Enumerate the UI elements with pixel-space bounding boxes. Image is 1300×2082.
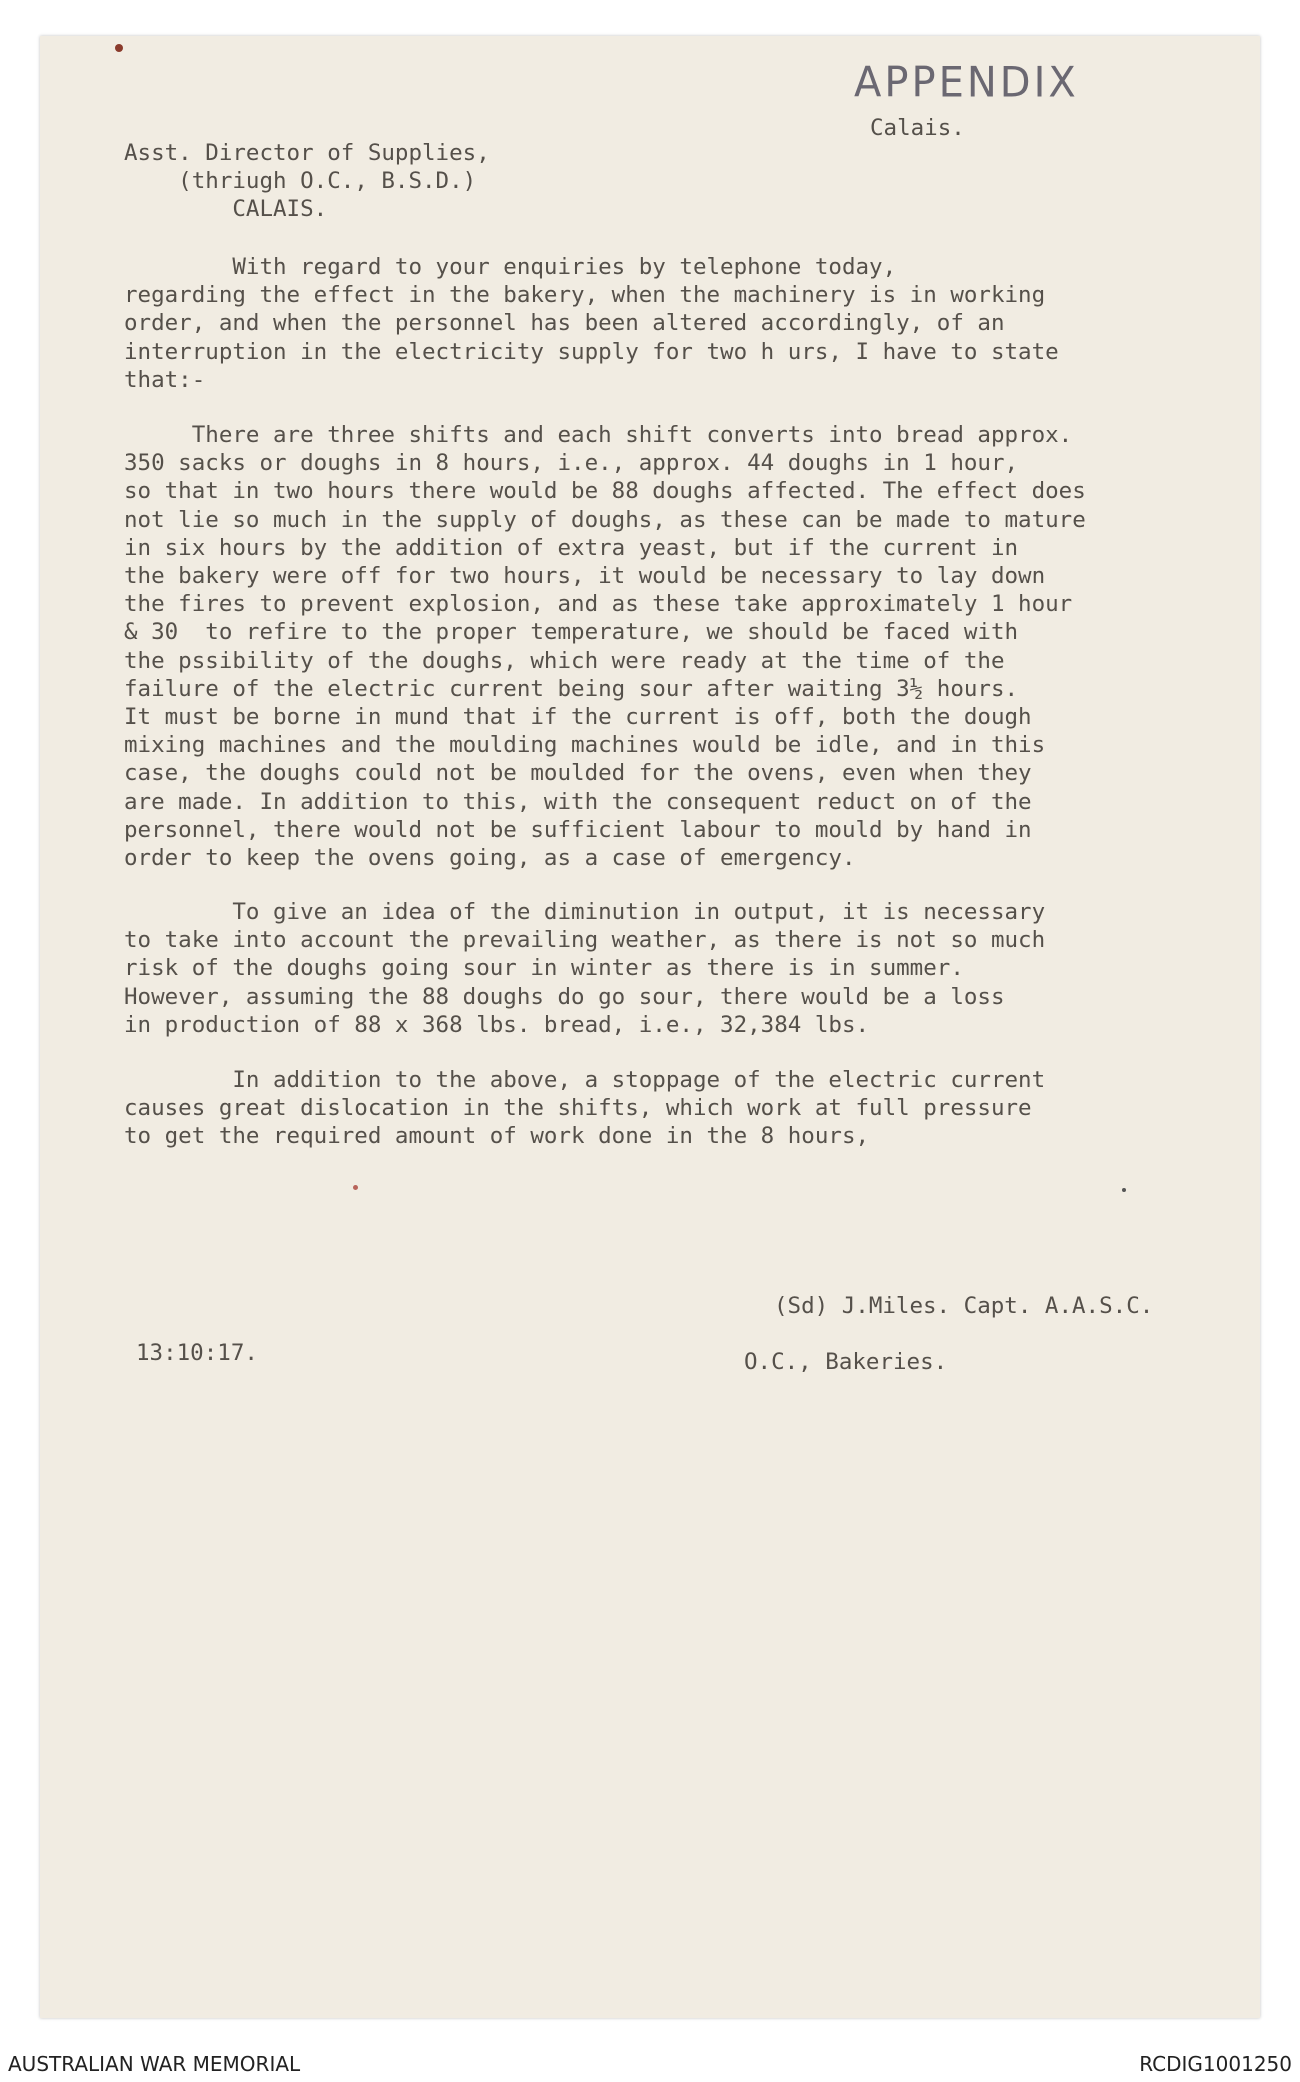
signature-line: (Sd) J.Miles. Capt. A.A.S.C. <box>774 1293 1154 1319</box>
appendix-stamp: APPENDIX <box>854 58 1079 108</box>
body-paragraph: To give an idea of the diminution in output, it is necessary to take into account the prevailing weather, as there is not so much risk of the doughs going sour in winter as there is in summer. However, assuming the 88 doughs do go sour, there would be a loss in production of 88 x 368 lbs. bread, i.e., 32,384 lbs. <box>124 899 1046 1038</box>
ink-spot <box>1122 1188 1126 1192</box>
signatory-title: O.C., Bakeries. <box>744 1349 948 1375</box>
body-paragraph: In addition to the above, a stoppage of the electric current causes great dislocation in the shifts, which work at full pressure to get the required amount of work done in the 8 hours, <box>124 1067 1046 1150</box>
footer-catalog-id: RCDIG1001250 <box>1139 2052 1292 2076</box>
ink-spot <box>115 44 123 52</box>
addressee-block: Asst. Director of Supplies, (thriugh O.C., B.S.D.) CALAIS. <box>124 140 490 223</box>
body-paragraph: With regard to your enquiries by telephone today, regarding the effect in the bakery, when the machinery is in working order, and when the personnel has been altered accordingly, of an interruption in the electricity supply for two h urs, I have to state that:- <box>124 254 1059 393</box>
place-line: Calais. <box>870 115 965 141</box>
body-paragraph: There are three shifts and each shift converts into bread approx. 350 sacks or doughs in 8 hours, i.e., approx. 44 doughs in 1 hour, so that in two hours there would be 88 doughs affected. The effect does not lie so much in the supply of doughs, as these can be made to mature in six hours by the addition of extra yeast, but if the current in the bakery were off for two hours, it would be necessary to lay down the fires to prevent explosion, and as these take approximately 1 hour & 30 to refire to the proper temperature, we should be faced with the pssibility of the doughs, which were ready at the time of the failure of the electric current being sour after waiting 3½ hours. It must be borne in mund that if the current is off, both the dough mixing machines and the moulding machines would be idle, and in this case, the doughs could not be moulded for the ovens, even when they are made. In addition to this, with the consequent reduct on of the personnel, there would not be sufficient labour to mould by hand in order to keep the ovens going, as a case of emergency. <box>124 422 1086 872</box>
ink-spot <box>353 1185 358 1190</box>
footer-institution: AUSTRALIAN WAR MEMORIAL <box>8 2052 301 2076</box>
letter-date: 13:10:17. <box>136 1340 258 1366</box>
